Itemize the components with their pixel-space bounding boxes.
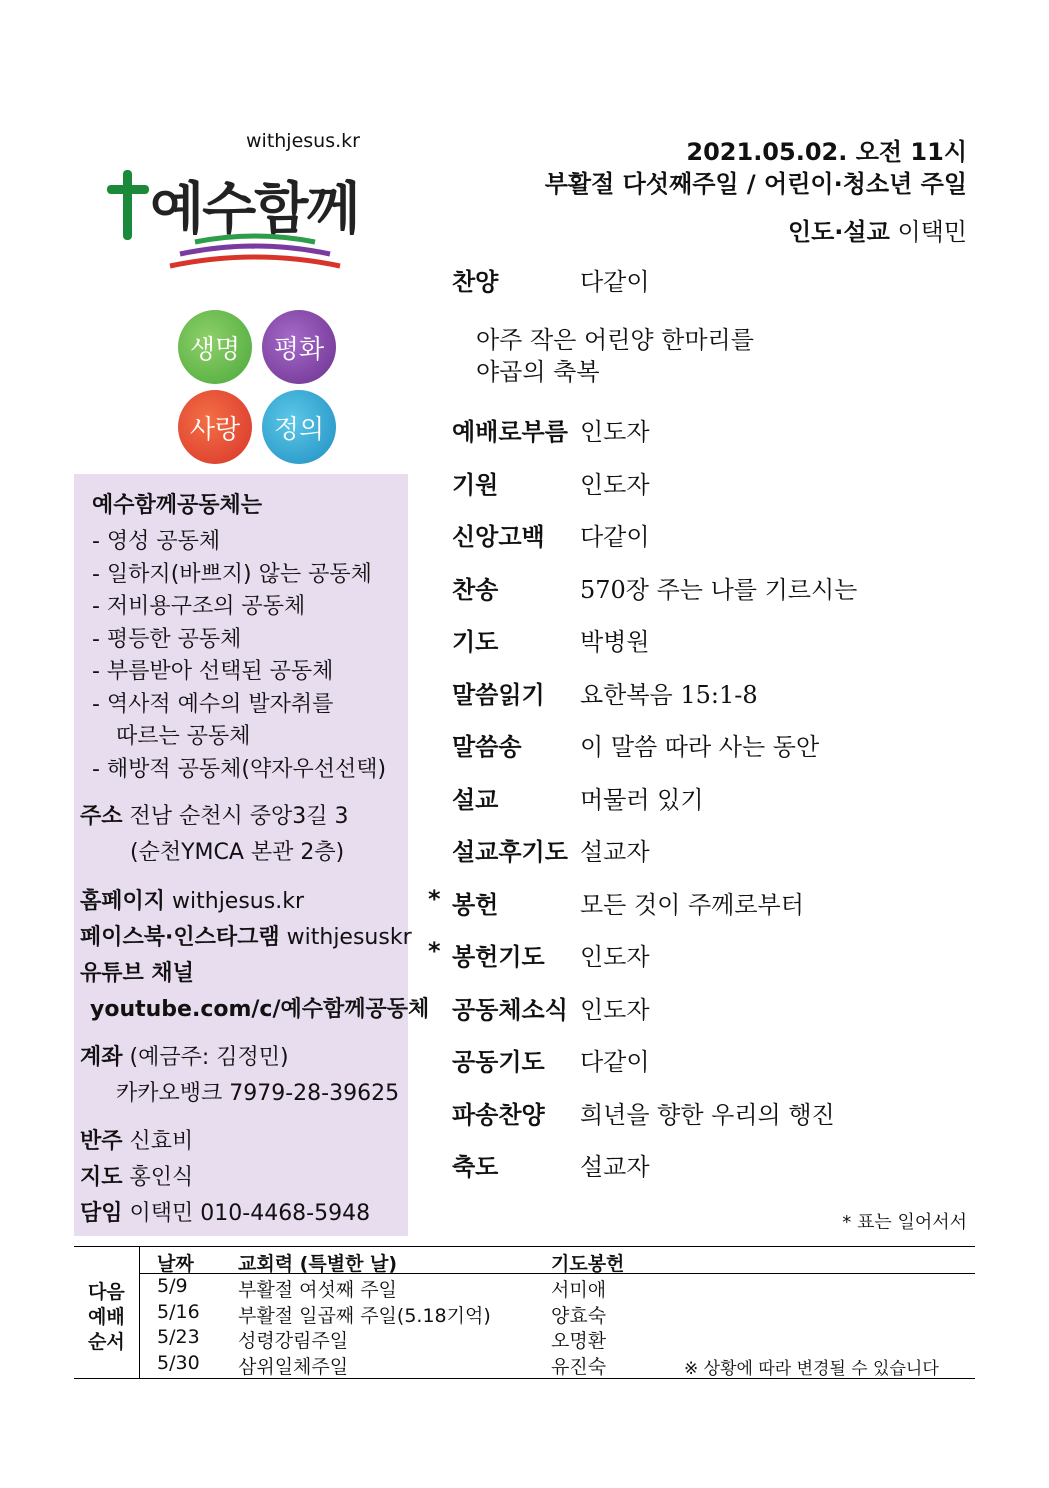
site-url: withjesus.kr: [246, 130, 360, 152]
leader-line: [788, 212, 967, 247]
schedule-cell-prayer: 서미애: [551, 1279, 607, 1301]
accompanist-name: 신효비: [129, 1129, 194, 1154]
order-item-label: 기원: [452, 471, 499, 499]
order-item-label: 설교후기도: [452, 838, 568, 866]
order-item-label: 말씀읽기: [452, 681, 545, 709]
order-item-value: 인도자: [580, 418, 650, 446]
service-date: 2021.05.02. 오전 11시: [686, 138, 967, 166]
order-item-value: 박병원: [580, 628, 650, 656]
value-label: 평화: [273, 334, 325, 365]
order-item-value: 다같이: [580, 1048, 650, 1076]
order-item-value: 이 말씀 따라 사는 동안: [580, 733, 820, 761]
youtube-link[interactable]: youtube.com/c/예수함께공동체: [90, 997, 430, 1022]
account-number: 카카오뱅크 7979-28-39625: [116, 1081, 400, 1106]
schedule-row-head: 다음: [88, 1281, 125, 1303]
community-point: - 부름받아 선택된 공동체: [92, 659, 334, 684]
order-item-label: 파송찬양: [452, 1101, 545, 1129]
accompanist: [80, 1124, 193, 1155]
value-circle-peace: [262, 310, 336, 384]
value-label: 생명: [189, 334, 241, 365]
standing-mark: *: [428, 937, 441, 965]
order-item-value: 인도자: [580, 996, 650, 1024]
order-item-label: 공동기도: [452, 1048, 545, 1076]
community-point: - 평등한 공동체: [92, 627, 242, 652]
community-heading: 예수함께공동체는: [92, 493, 263, 518]
order-item-label: 기도: [452, 628, 499, 656]
order-item-value: 설교자: [580, 838, 650, 866]
order-item-label: 봉헌: [452, 891, 499, 919]
schedule-row-head: 예배: [88, 1306, 125, 1328]
column-header-prayer: 기도봉헌: [551, 1253, 625, 1275]
logo-arcs: [165, 232, 345, 282]
schedule-note: ※ 상황에 따라 변경될 수 있습니다: [684, 1359, 939, 1379]
column-header-date: 날짜: [157, 1253, 194, 1275]
sns: [80, 920, 412, 951]
schedule-row-head: 순서: [88, 1331, 125, 1353]
community-point: - 저비용구조의 공동체: [92, 594, 306, 619]
schedule-cell-calendar: 삼위일체주일: [238, 1356, 349, 1378]
order-item-value: 희년을 향한 우리의 행진: [580, 1101, 835, 1129]
accompanist-label: 반주: [80, 1129, 123, 1154]
community-point: - 영성 공동체: [92, 529, 221, 554]
logo-name: 예수함께: [150, 177, 359, 242]
homepage: [80, 884, 304, 915]
value-circle-love: [178, 390, 252, 464]
order-item-value: 인도자: [580, 471, 650, 499]
guide-label: 지도: [80, 1165, 123, 1190]
homepage-link[interactable]: withjesus.kr: [172, 889, 304, 914]
community-point: - 해방적 공동체(약자우선선택): [92, 757, 387, 782]
order-item-label: 설교: [452, 786, 499, 814]
order-item-value: 570장 주는 나를 기르시는: [580, 576, 858, 604]
account-label: 계좌: [80, 1045, 123, 1070]
account: [80, 1040, 289, 1071]
schedule-cell-calendar: 성령강림주일: [238, 1330, 349, 1352]
pastor-label: 담임: [80, 1201, 123, 1226]
schedule-cell-calendar: 부활절 일곱째 주일(5.18기억): [238, 1305, 491, 1327]
value-circle-justice: [262, 390, 336, 464]
order-item-value: 머물러 있기: [580, 786, 704, 814]
standing-note: * 표는 일어서서: [842, 1212, 967, 1233]
order-item-value: 요한복음 15:1-8: [580, 681, 758, 709]
order-item-value: 모든 것이 주께로부터: [580, 891, 804, 919]
address-label: 주소: [80, 804, 123, 829]
guide-name: 홍인식: [129, 1165, 194, 1190]
schedule-cell-date: 5/9: [157, 1275, 188, 1297]
community-point: - 역사적 예수의 발자취를: [92, 692, 334, 717]
value-circle-life: [178, 310, 252, 384]
pastor-contact: 이택민 010-4468-5948: [129, 1201, 371, 1226]
column-header-calendar: 교회력 (특별한 날): [238, 1253, 398, 1275]
service-title: 부활절 다섯째주일 / 어린이·청소년 주일: [544, 170, 967, 198]
table-rule: [74, 1246, 975, 1247]
value-label: 사랑: [189, 414, 241, 445]
table-rule: [139, 1246, 140, 1378]
schedule-cell-date: 5/16: [157, 1301, 200, 1323]
community-point: - 일하지(바쁘지) 않는 공동체: [92, 562, 372, 587]
order-item-value: 인도자: [580, 943, 650, 971]
order-item-value: 다같이: [580, 523, 650, 551]
praise-song: 야곱의 축복: [476, 358, 600, 386]
community-point: 따르는 공동체: [116, 724, 251, 749]
homepage-label: 홈페이지: [80, 889, 166, 914]
cross-icon: [123, 170, 132, 240]
youtube-label: 유튜브 채널: [80, 961, 194, 986]
cross-icon-bar: [107, 185, 149, 194]
guide: [80, 1160, 193, 1191]
schedule-cell-prayer: 유진숙: [551, 1356, 607, 1378]
schedule-cell-prayer: 양효숙: [551, 1305, 607, 1327]
value-label: 정의: [273, 414, 325, 445]
address-line-1: 전남 순천시 중앙3길 3: [129, 804, 349, 829]
leader-label: 인도·설교: [787, 218, 890, 246]
order-item-label: 공동체소식: [452, 996, 568, 1024]
praise-label: 찬양: [452, 268, 499, 296]
leader-name: 이택민: [897, 218, 967, 246]
praise-value: 다같이: [580, 268, 650, 296]
schedule-cell-date: 5/23: [157, 1326, 200, 1348]
schedule-cell-prayer: 오명환: [551, 1330, 607, 1352]
order-item-label: 찬송: [452, 576, 499, 604]
schedule-cell-calendar: 부활절 여섯째 주일: [238, 1279, 397, 1301]
address: [80, 799, 349, 830]
sns-label: 페이스북·인스타그램: [80, 925, 280, 950]
pastor: [80, 1196, 370, 1227]
account-holder: (예금주: 김정민): [129, 1045, 289, 1070]
order-item-label: 신앙고백: [452, 523, 545, 551]
order-item-label: 말씀송: [452, 733, 522, 761]
order-item-label: 축도: [452, 1153, 499, 1181]
schedule-cell-date: 5/30: [157, 1352, 200, 1374]
order-item-label: 봉헌기도: [452, 943, 545, 971]
community-info-box: [74, 474, 430, 1236]
standing-mark: *: [428, 885, 441, 913]
order-item-label: 예배로부름: [452, 418, 568, 446]
sns-handle: withjesuskr: [286, 925, 412, 950]
order-item-value: 설교자: [580, 1153, 650, 1181]
address-line-2: (순천YMCA 본관 2층): [130, 840, 345, 865]
praise-song: 아주 작은 어린양 한마리를: [476, 326, 754, 354]
